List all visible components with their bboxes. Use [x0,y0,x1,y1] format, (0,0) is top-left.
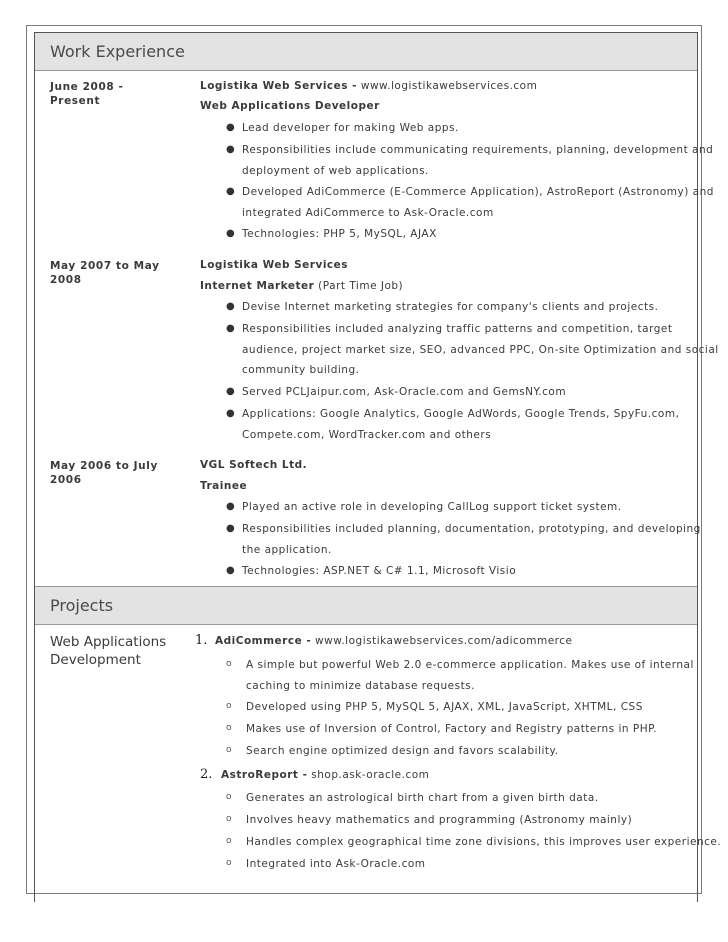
circle-bullet-icon: o [226,836,232,846]
bullet-icon: ● [226,565,235,576]
job-bullet: Responsibilities included planning, documentation, prototyping, and developing [242,523,701,535]
inner-border-right [697,32,698,902]
bullet-icon: ● [226,301,235,312]
project-url: shop.ask-oracle.com [311,769,430,781]
circle-bullet-icon: o [226,723,232,733]
project-number: 1. [195,633,208,648]
job-bullet: Played an active role in developing CallLog support ticket system. [242,501,622,513]
project-number: 2. [200,767,213,782]
job-date: May 2007 to May 2008 [50,260,160,286]
project-bullet: Search engine optimized design and favors scalability. [246,745,559,757]
bullet-icon: ● [226,122,235,133]
job-title: Internet Marketer (Part Time Job) [200,280,404,292]
job-date: May 2006 to July 2006 [50,460,158,486]
job-title: Web Applications Developer [200,100,380,112]
project-bullet: A simple but powerful Web 2.0 e-commerce application. Makes use of internal [246,659,694,671]
bullet-icon: ● [226,501,235,512]
job-bullet-cont: deployment of web applications. [242,165,429,177]
bullet-icon: ● [226,144,235,155]
job-company: Logistika Web Services [200,259,349,271]
project-bullet: Involves heavy mathematics and programming (Astronomy mainly) [246,814,633,826]
job-bullet: Responsibilities include communicating requirements, planning, development and [242,144,714,156]
circle-bullet-icon: o [226,701,232,711]
job-bullet-cont: integrated AdiCommerce to Ask-Oracle.com [242,207,494,219]
job-bullet: Lead developer for making Web apps. [242,122,459,134]
inner-border-left [34,32,35,902]
bullet-icon: ● [226,408,235,419]
company-url: www.logistikawebservices.com [360,80,538,92]
job-bullet: Developed AdiCommerce (E-Commerce Application), AstroReport (Astronomy) and [242,186,714,198]
project-bullet: Makes use of Inversion of Control, Factory and Registry patterns in PHP. [246,723,658,735]
job-title-note: (Part Time Job) [318,280,404,292]
job-bullet-cont: the application. [242,544,332,556]
project-bullet: Integrated into Ask-Oracle.com [246,858,426,870]
job-bullet-cont: community building. [242,364,360,376]
bullet-icon: ● [226,186,235,197]
job-bullet: Served PCLJaipur.com, Ask-Oracle.com and GemsNY.com [242,386,567,398]
project-bullet-cont: caching to minimize database requests. [246,680,475,692]
job-company: VGL Softech Ltd. [200,459,308,471]
job-bullet: Technologies: PHP 5, MySQL, AJAX [242,228,437,240]
job-bullet: Responsibilities included analyzing traffic patterns and competition, target [242,323,673,335]
work-experience-heading: Work Experience [35,33,697,71]
project-category: Web Applications Development [50,634,167,668]
job-bullet: Applications: Google Analytics, Google AdWords, Google Trends, SpyFu.com, [242,408,680,420]
circle-bullet-icon: o [226,659,232,669]
job-company: Logistika Web Services - www.logistikawebservices.com [200,80,538,92]
bullet-icon: ● [226,523,235,534]
bullet-icon: ● [226,228,235,239]
circle-bullet-icon: o [226,858,232,868]
project-url: www.logistikawebservices.com/adicommerce [315,635,573,647]
project-bullet: Developed using PHP 5, MySQL 5, AJAX, XML, JavaScript, XHTML, CSS [246,701,643,713]
project-title: AstroReport - shop.ask-oracle.com [221,769,430,781]
project-bullet: Generates an astrological birth chart from a given birth data. [246,792,599,804]
job-bullet: Technologies: ASP.NET & C# 1.1, Microsoft Visio [242,565,517,577]
bullet-icon: ● [226,323,235,334]
bullet-icon: ● [226,386,235,397]
job-title: Trainee [200,480,248,492]
circle-bullet-icon: o [226,745,232,755]
job-bullet-cont: audience, project market size, SEO, advanced PPC, On-site Optimization and social [242,344,719,356]
projects-heading: Projects [35,587,697,625]
job-bullet-cont: Compete.com, WordTracker.com and others [242,429,492,441]
circle-bullet-icon: o [226,792,232,802]
project-bullet: Handles complex geographical time zone divisions, this improves user experience. [246,836,722,848]
circle-bullet-icon: o [226,814,232,824]
job-bullet: Devise Internet marketing strategies for company's clients and projects. [242,301,659,313]
job-date: June 2008 - Present [50,81,124,107]
project-title: AdiCommerce - www.logistikawebservices.com/adicommerce [215,635,573,647]
